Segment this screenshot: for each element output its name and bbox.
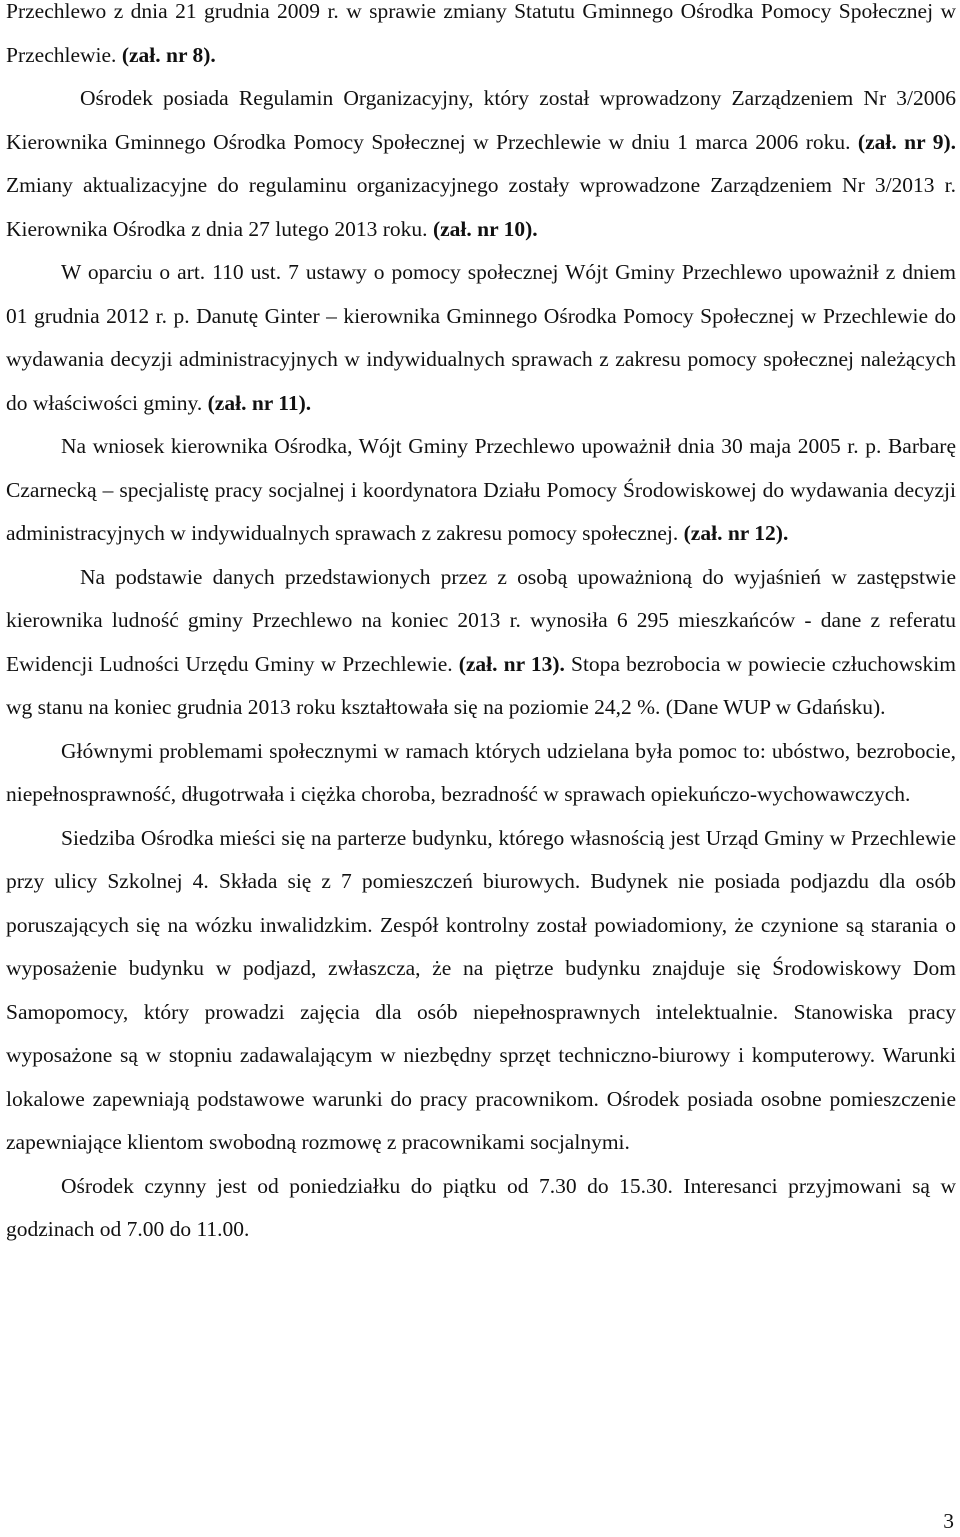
attachment-ref-9: (zał. nr 9).	[857, 129, 956, 154]
paragraph-8-text: Ośrodek czynny jest od poniedziałku do piątku od 7.30 do 15.30. Interesanci przyjmowani są w godzinach od 7.00 do 11.00.	[6, 1173, 956, 1241]
attachment-ref-12: (zał. nr 12).	[683, 521, 789, 545]
attachment-ref-11: (zał. nr 11).	[207, 390, 312, 415]
paragraph-4-text: Na wniosek kierownika Ośrodka, Wójt Gminy Przechlewo upoważnił dnia 30 maja 2005 r. p. Barbarę Czarnecką – specjalistę pracy socjalnej i koordynatora Działu Pomocy Środowiskowej do wydawania decyzji administracyjnych w indywidualnych sprawach z zakresu pomocy społecznej.	[6, 434, 956, 545]
paragraph-6-text: Głównymi problemami społecznymi w ramach których udzielana była pomoc to: ubóstwo, bezrobocie, niepełnosprawność, długotrwała i ciężka choroba, bezradność w sprawach opiekuńczo-wychowawczych.	[6, 738, 956, 806]
paragraph-4	[6, 425, 956, 556]
paragraph-7-text: Siedziba Ośrodka mieści się na parterze budynku, którego własnością jest Urząd Gminy w Przechlewie przy ulicy Szkolnej 4. Składa się z 7 pomieszczeń biurowych. Budynek nie posiada podjazdu dla osób poruszających się na wózku inwalidzkim. Zespół kontrolny został powiadomiony, że czynione są starania o wyposażenie budynku w podjazd, zwłaszcza, że na piętrze budynku znajduje się Środowiskowy Dom Samopomocy, który prowadzi zajęcia dla osób niepełnosprawnych intelektualnie. Stanowiska pracy wyposażone są w stopniu zadawalającym w niezbędny sprzęt techniczno-biurowy i komputerowy. Warunki lokalowe zapewniają podstawowe warunki do pracy pracownikom. Ośrodek posiada osobne pomieszczenie zapewniające klientom swobodną rozmowę z pracownikami socjalnymi.	[6, 825, 956, 1154]
attachment-ref-8: (zał. nr 8).	[121, 42, 216, 67]
paragraph-5	[6, 556, 956, 730]
paragraph-5-text-a: Na podstawie danych przedstawionych przez z osobą upoważnioną do wyjaśnień w zastępstwie kierownika ludność gminy Przechlewo na koniec 2013 r. wynosiła 6 295 mieszkańców - dane z referatu Ewidencji Ludności Urzędu Gminy w Przechlewie.	[6, 564, 956, 676]
paragraph-2-text-a: Ośrodek posiada Regulamin Organizacyjny, który został wprowadzony Zarządzeniem Nr 3/2006 Kierownika Gminnego Ośrodka Pomocy Społecznej w Przechlewie w dniu 1 marca 2006 roku.	[6, 86, 956, 154]
paragraph-2	[6, 77, 956, 251]
attachment-ref-13: (zał. nr 13).	[458, 651, 565, 676]
paragraph-8	[6, 1165, 956, 1252]
paragraph-2-text-b: Zmiany aktualizacyjne do regulaminu organizacyjnego zostały wprowadzone Zarządzeniem Nr 3/2013 r. Kierownika Ośrodka z dnia 27 lutego 2013 roku.	[6, 173, 956, 241]
paragraph-1-text: Przechlewo z dnia 21 grudnia 2009 r. w sprawie zmiany Statutu Gminnego Ośrodka Pomocy Społecznej w Przechlewie.	[6, 0, 956, 67]
paragraph-5-text-b: Stopa bezrobocia w powiecie człuchowskim wg stanu na koniec grudnia 2013 roku kształtowała się na poziomie 24,2 %. (Dane WUP w Gdańsku).	[6, 651, 956, 719]
attachment-ref-10: (zał. nr 10).	[432, 216, 538, 241]
paragraph-3	[6, 251, 956, 425]
paragraph-1	[6, 0, 956, 77]
paragraph-3-text: W oparciu o art. 110 ust. 7 ustawy o pomocy społecznej Wójt Gminy Przechlewo upoważnił z dniem 01 grudnia 2012 r. p. Danutę Ginter – kierownika Gminnego Ośrodka Pomocy Społecznej w Przechlewie do wydawania decyzji administracyjnych w indywidualnych sprawach z zakresu pomocy społecznej należących do właściwości gminy.	[6, 260, 956, 415]
page-number: 3	[943, 1509, 954, 1533]
paragraph-6	[6, 730, 956, 817]
document-page	[6, 0, 956, 1252]
paragraph-7	[6, 817, 956, 1165]
